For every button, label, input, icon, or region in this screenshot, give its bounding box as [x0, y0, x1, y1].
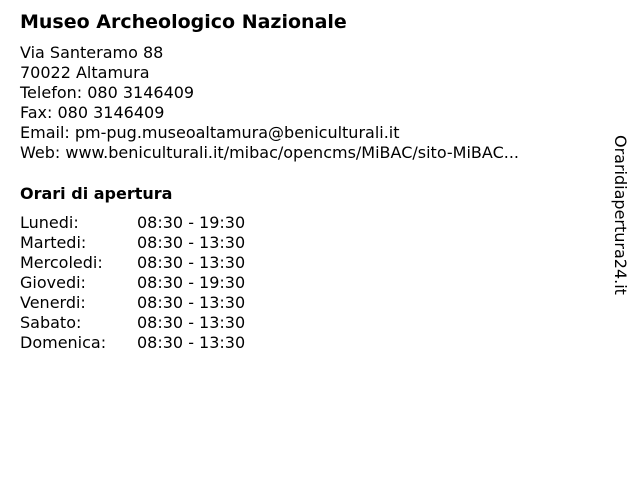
time-range: 08:30 - 19:30 [137, 213, 246, 232]
day-label: Martedi: [20, 233, 87, 252]
email-address: Email: pm-pug.museoaltamura@beniculturali.it [20, 123, 400, 142]
opening-hours-heading: Orari di apertura [20, 184, 173, 203]
hours-row-thursday [20, 273, 245, 293]
opening-hours-table [20, 213, 245, 353]
time-range: 08:30 - 13:30 [137, 293, 246, 312]
hours-row-saturday [20, 313, 245, 333]
day-label: Giovedi: [20, 273, 86, 292]
hours-row-monday [20, 213, 245, 233]
time-range: 08:30 - 13:30 [137, 333, 246, 352]
website-url: Web: www.beniculturali.it/mibac/opencms/MiBAC/sito-MiBAC... [20, 143, 519, 162]
museum-name: Museo Archeologico Nazionale [20, 11, 347, 33]
fax-number: Fax: 080 3146409 [20, 103, 165, 122]
day-label: Venerdi: [20, 293, 86, 312]
time-range: 08:30 - 19:30 [137, 273, 246, 292]
street-address: Via Santeramo 88 [20, 43, 164, 62]
time-range: 08:30 - 13:30 [137, 253, 246, 272]
day-label: Mercoledi: [20, 253, 103, 272]
hours-row-sunday [20, 333, 245, 353]
time-range: 08:30 - 13:30 [137, 313, 246, 332]
day-label: Lunedi: [20, 213, 79, 232]
phone-number: Telefon: 080 3146409 [20, 83, 195, 102]
hours-row-tuesday [20, 233, 245, 253]
day-label: Sabato: [20, 313, 82, 332]
day-label: Domenica: [20, 333, 107, 352]
postal-city: 70022 Altamura [20, 63, 150, 82]
hours-row-friday [20, 293, 245, 313]
time-range: 08:30 - 13:30 [137, 233, 246, 252]
site-brand-vertical: Oraridiapertura24.it [611, 135, 630, 295]
hours-row-wednesday [20, 253, 245, 273]
contact-details [20, 43, 519, 163]
